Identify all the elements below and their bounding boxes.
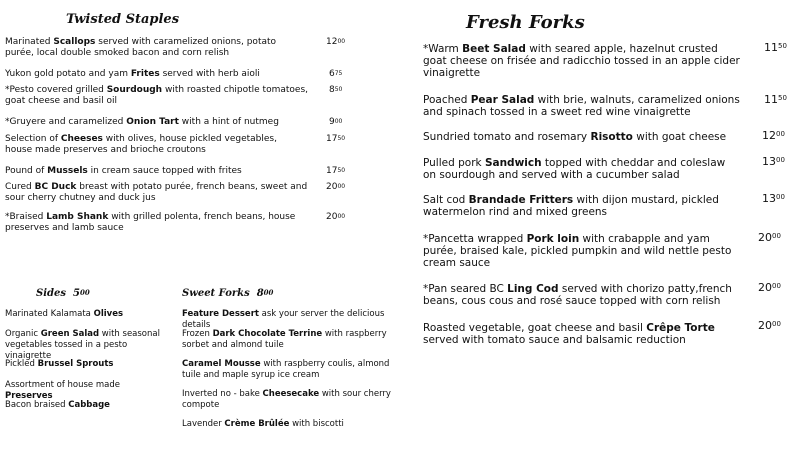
item-price: $17^{50}$	[326, 134, 346, 144]
sides-title: Sides $5^{00}$	[36, 288, 90, 299]
menu-item: Assortment of house made Preserves	[5, 380, 120, 401]
menu-item: Pulled pork Sandwich topped with cheddar and coleslaw on sourdough and served with a cucumber salad	[423, 157, 726, 181]
menu-item: *Braised Lamb Shank with grilled polenta, french beans, house preserves and lamb sauce	[5, 212, 296, 233]
menu-item: Feature Dessert ask your server the delicious details	[182, 309, 385, 330]
menu-item: *Pancetta wrapped Pork loin with crabapple and yam purée, braised kale, pickled pumpkin and wild nettle pesto cream sauce	[423, 233, 732, 269]
menu-item: Selection of Cheeses with olives, house pickled vegetables, house made preserves and brioche croutons	[5, 134, 277, 155]
menu-item: Caramel Mousse with raspberry coulis, almond tuile and maple syrup ice cream	[182, 359, 390, 380]
item-price: $20^{00}$	[758, 319, 781, 332]
menu-item: *Gruyere and caramelized Onion Tart with a hint of nutmeg	[5, 117, 279, 127]
item-price: $13^{00}$	[762, 192, 785, 205]
sweet-forks-title: Sweet Forks $8^{00}$	[182, 288, 274, 299]
menu-item: *Pesto covered grilled Sourdough with roasted chipotle tomatoes, goat cheese and basil oil	[5, 85, 309, 106]
menu-item: Roasted vegetable, goat cheese and basil Crêpe Torte served with tomato sauce and balsamic reduction	[423, 322, 715, 346]
item-price: $8^{50}$	[329, 85, 343, 95]
item-price: $17^{50}$	[326, 166, 346, 176]
item-price: $6^{75}$	[329, 69, 343, 79]
menu-item: Lavender Crème Brûlée with biscotti	[182, 419, 344, 429]
twisted-staples-title: Twisted Staples	[66, 12, 180, 27]
item-price: $11^{50}$	[764, 41, 787, 54]
item-price: $20^{00}$	[326, 182, 346, 192]
menu-item: Pickled Brussel Sprouts	[5, 359, 114, 369]
item-price: $20^{00}$	[326, 212, 346, 222]
item-price: $13^{00}$	[762, 155, 785, 168]
menu-item: Sundried tomato and rosemary Risotto with goat cheese	[423, 131, 727, 143]
fresh-forks-title: Fresh Forks	[466, 12, 585, 33]
item-price: $11^{50}$	[764, 93, 787, 106]
menu-item: Pound of Mussels in cream sauce topped with frites	[5, 166, 242, 176]
menu-item: *Pan seared BC Ling Cod served with chorizo patty,french beans, cous cous and rosé sauce topped with corn relish	[423, 283, 732, 307]
item-price: $20^{00}$	[758, 281, 781, 294]
sweet-forks-price: $8^{00}$	[256, 288, 274, 299]
menu-item: *Warm Beet Salad with seared apple, hazelnut crusted goat cheese on frisée and radicchio tossed in an apple cider vinaigrette	[423, 43, 740, 79]
menu-item: Bacon braised Cabbage	[5, 400, 110, 410]
sides-price: $5^{00}$	[72, 288, 90, 299]
item-price: $12^{00}$	[762, 129, 785, 142]
item-price: $20^{00}$	[758, 231, 781, 244]
menu-item: Salt cod Brandade Fritters with dijon mustard, pickled watermelon rind and mixed greens	[423, 194, 719, 218]
item-price: $12^{00}$	[326, 37, 346, 47]
menu-item: Frozen Dark Chocolate Terrine with raspberry sorbet and almond tuile	[182, 329, 387, 350]
menu-item: Marinated Kalamata Olives	[5, 309, 124, 319]
menu-item: Poached Pear Salad with brie, walnuts, caramelized onions and spinach tossed in a sweet red wine vinaigrette	[423, 94, 740, 118]
menu-item: Organic Green Salad with seasonal vegetables tossed in a pesto vinaigrette	[5, 329, 160, 361]
menu-item: Marinated Scallops served with caramelized onions, potato purée, local double smoked bacon and corn relish	[5, 37, 277, 58]
menu-item: Yukon gold potato and yam Frites served with herb aioli	[5, 69, 260, 79]
item-price: $9^{00}$	[329, 117, 343, 127]
menu-item: Cured BC Duck breast with potato purée, french beans, sweet and sour cherry chutney and duck jus	[5, 182, 308, 203]
menu-item: Inverted no - bake Cheesecake with sour cherry compote	[182, 389, 391, 410]
